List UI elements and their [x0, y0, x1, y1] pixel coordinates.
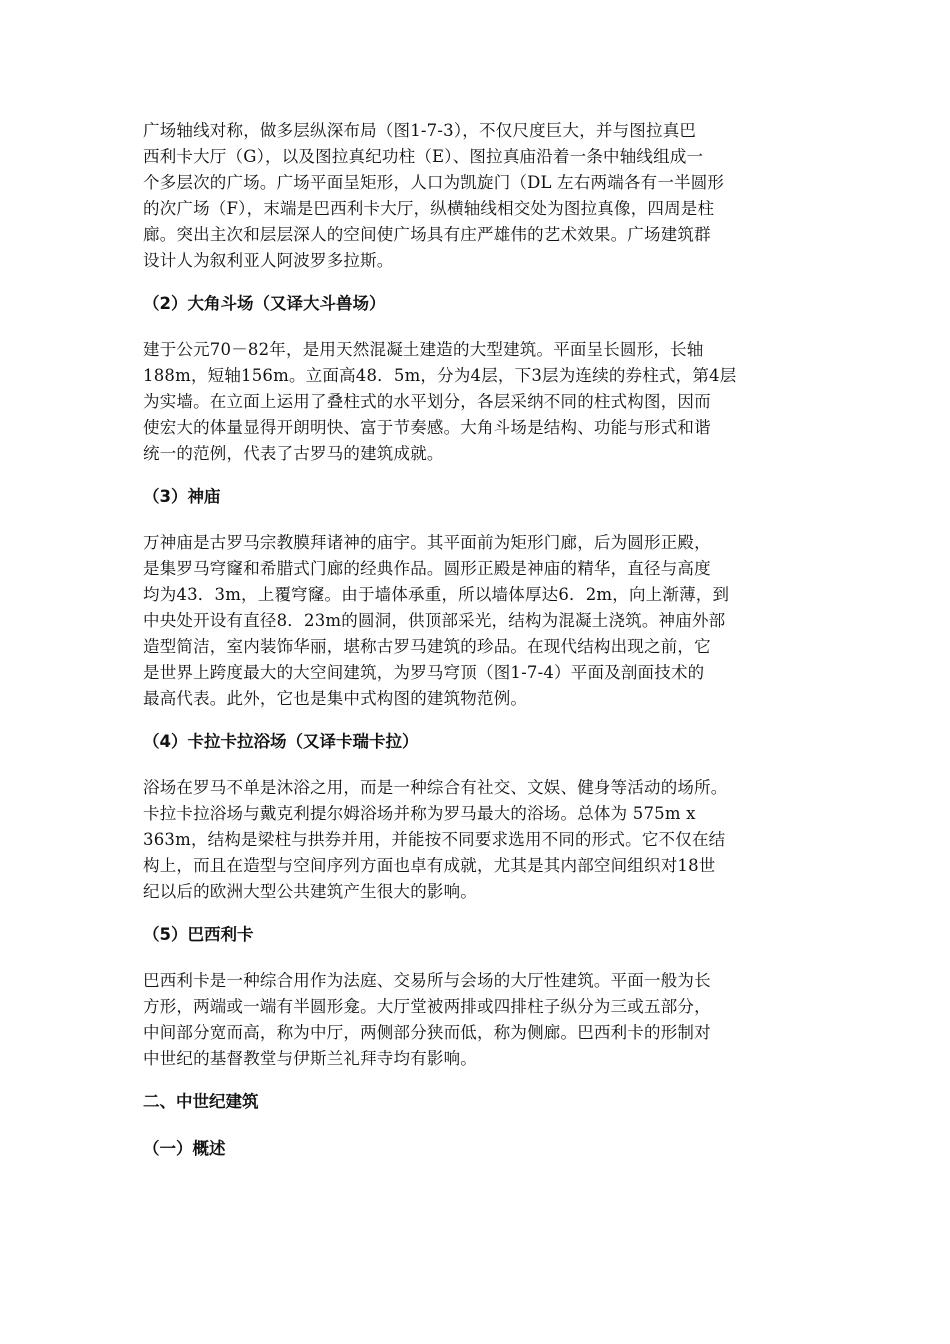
paragraph-forum-layout	[143, 118, 811, 274]
paragraph-pantheon	[143, 530, 811, 712]
heading-baths-of-caracalla: （4）卡拉卡拉浴场（又译卡瑞卡拉）	[143, 732, 419, 751]
heading-pantheon: （3）神庙	[143, 487, 221, 506]
text-line: 最高代表。此外，它也是集中式构图的建筑物范例。	[143, 689, 528, 708]
document-page	[143, 118, 811, 1162]
text-line: 广场轴线对称，做多层纵深布局（图1-7-3），不仅尺度巨大，并与图拉真巴	[143, 121, 697, 140]
heading-colosseum: （2）大角斗场（又译大斗兽场）	[143, 294, 386, 313]
text-line: 个多层次的广场。广场平面呈矩形，人口为凯旋门（DL 左右两端各有一半圆形	[143, 173, 725, 192]
heading-basilica: （5）巴西利卡	[143, 925, 254, 944]
text-line: 中央处开设有直径8．23m的圆洞，供顶部采光，结构为混凝土浇筑。神庙外部	[143, 611, 726, 630]
text-line: 方形，两端或一端有半圆形龛。大厅堂被两排或四排柱子纵分为三或五部分，	[143, 997, 711, 1016]
section-heading-medieval-architecture: 二、中世纪建筑	[143, 1092, 259, 1111]
text-line: 363m，结构是梁柱与拱券并用，并能按不同要求选用不同的形式。它不仅在结	[143, 830, 726, 849]
text-line: 构上，而且在造型与空间序列方面也卓有成就，尤其是其内部空间组织对18世	[143, 856, 716, 875]
paragraph-baths-of-caracalla	[143, 775, 811, 905]
text-line: 为实墙。在立面上运用了叠柱式的水平划分，各层采纳不同的柱式构图，因而	[143, 392, 711, 411]
text-line: 188m，短轴156m。立面高48．5m，分为4层，下3层为连续的券柱式，第4层	[143, 366, 737, 385]
text-line: 纪以后的欧洲大型公共建筑产生很大的影响。	[143, 882, 477, 901]
text-line: 巴西利卡是一种综合用作为法庭、交易所与会场的大厅性建筑。平面一般为长	[143, 971, 711, 990]
text-line: 建于公元70－82年，是用天然混凝土建造的大型建筑。平面呈长圆形，长轴	[143, 340, 704, 359]
paragraph-colosseum	[143, 337, 811, 467]
text-line: 设计人为叙利亚人阿波罗多拉斯。	[143, 251, 394, 270]
text-line: 统一的范例，代表了古罗马的建筑成就。	[143, 444, 444, 463]
text-line: 卡拉卡拉浴场与戴克利提尔姆浴场并称为罗马最大的浴场。总体为 575m x	[143, 804, 696, 823]
text-line: 浴场在罗马不单是沐浴之用，而是一种综合有社交、文娱、健身等活动的场所。	[143, 778, 728, 797]
text-line: 西利卡大厅（G），以及图拉真纪功柱（E）、图拉真庙沿着一条中轴线组成一	[143, 147, 704, 166]
paragraph-basilica	[143, 968, 811, 1072]
text-line: 是集罗马穹窿和希腊式门廊的经典作品。圆形正殿是神庙的精华，直径与高度	[143, 559, 711, 578]
text-line: 是世界上跨度最大的大空间建筑，为罗马穹顶（图1-7-4）平面及剖面技术的	[143, 663, 705, 682]
text-line: 使宏大的体量显得开朗明快、富于节奏感。大角斗场是结构、功能与形式和谐	[143, 418, 711, 437]
text-line: 的次广场（F），末端是巴西利卡大厅，纵横轴线相交处为图拉真像，四周是柱	[143, 199, 715, 218]
text-line: 造型简洁，室内装饰华丽，堪称古罗马建筑的珍品。在现代结构出现之前，它	[143, 637, 711, 656]
subsection-heading-overview: （一）概述	[143, 1139, 226, 1158]
text-line: 廊。突出主次和层层深人的空间使广场具有庄严雄伟的艺术效果。广场建筑群	[143, 225, 711, 244]
text-line: 均为43．3m，上覆穹窿。由于墙体承重，所以墙体厚达6．2m，向上渐薄，到	[143, 585, 730, 604]
text-line: 万神庙是古罗马宗教膜拜诸神的庙宇。其平面前为矩形门廊，后为圆形正殿，	[143, 533, 711, 552]
text-line: 中世纪的基督教堂与伊斯兰礼拜寺均有影响。	[143, 1049, 477, 1068]
text-line: 中间部分宽而高，称为中厅，两侧部分狭而低，称为侧廊。巴西利卡的形制对	[143, 1023, 711, 1042]
